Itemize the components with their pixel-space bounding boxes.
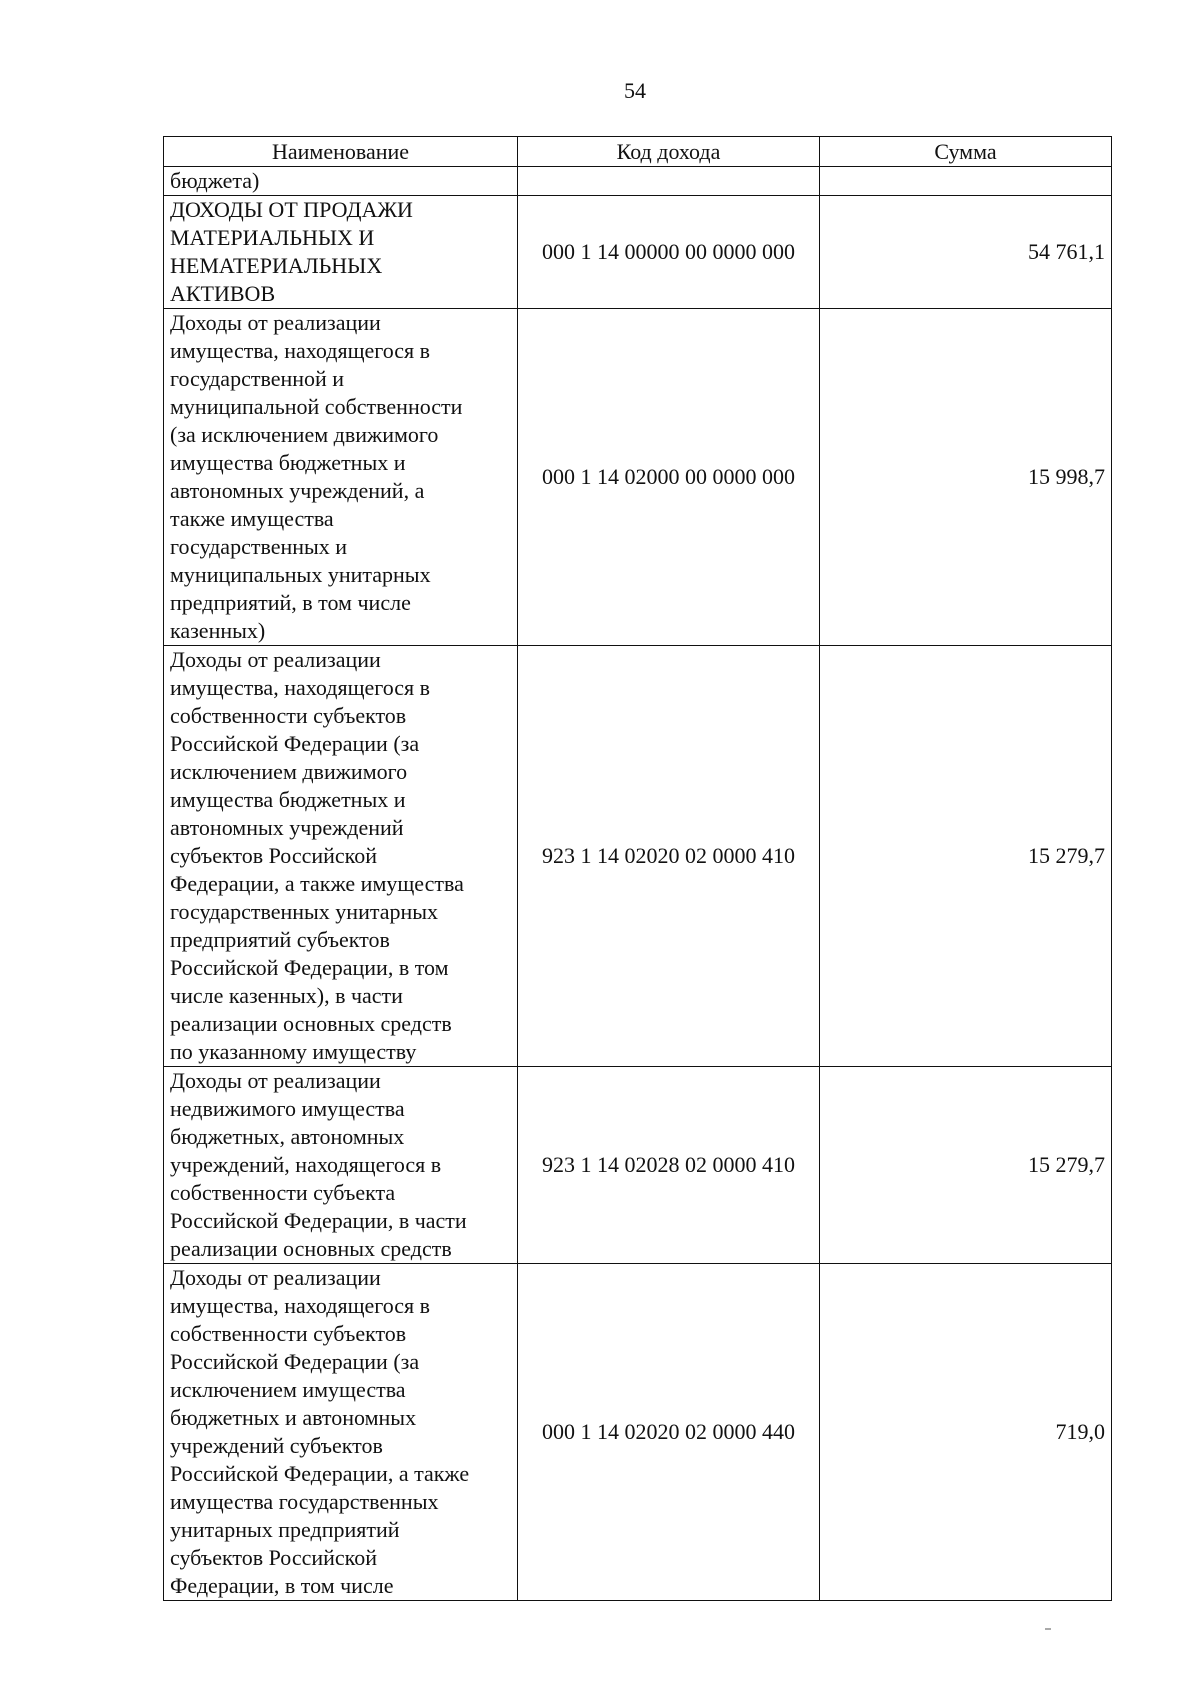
table-row xyxy=(164,309,1112,646)
row-code: 000 1 14 00000 00 0000 000 xyxy=(518,196,820,309)
revenue-table xyxy=(163,136,1112,1601)
row-name: бюджета) xyxy=(164,167,518,196)
scan-speck xyxy=(1045,1628,1051,1630)
row-sum xyxy=(820,167,1112,196)
row-name: Доходы от реализации имущества, находящегося в государственной и муниципальной собственности (за исключением движимого имущества бюджетных и автономных учреждений, а также имущества государственных и муниципальных унитарных предприятий, в том числе казенных) xyxy=(164,309,518,646)
row-name: ДОХОДЫ ОТ ПРОДАЖИ МАТЕРИАЛЬНЫХ И НЕМАТЕРИАЛЬНЫХ АКТИВОВ xyxy=(164,196,518,309)
row-code: 000 1 14 02000 00 0000 000 xyxy=(518,309,820,646)
header-code: Код дохода xyxy=(518,137,820,167)
table-row xyxy=(164,1067,1112,1264)
row-sum: 15 998,7 xyxy=(820,309,1112,646)
page-number: 54 xyxy=(624,78,646,103)
row-name: Доходы от реализации имущества, находящегося в собственности субъектов Российской Федерации (за исключением имущества бюджетных и автономных учреждений субъектов Российской Федерации, а также имущества государственных унитарных предприятий субъектов Российской Федерации, в том числе xyxy=(164,1264,518,1601)
table-row xyxy=(164,646,1112,1067)
row-sum: 15 279,7 xyxy=(820,1067,1112,1264)
row-sum: 719,0 xyxy=(820,1264,1112,1601)
table-header-row xyxy=(164,137,1112,167)
row-code: 923 1 14 02020 02 0000 410 xyxy=(518,646,820,1067)
table-row xyxy=(164,196,1112,309)
header-sum: Сумма xyxy=(820,137,1112,167)
row-sum: 54 761,1 xyxy=(820,196,1112,309)
row-name: Доходы от реализации имущества, находящегося в собственности субъектов Российской Федерации (за исключением движимого имущества бюджетных и автономных учреждений субъектов Российской Федерации, а также имущества государственных унитарных предприятий субъектов Российской Федерации, в том числе казенных), в части реализации основных средств по указанному имуществу xyxy=(164,646,518,1067)
row-code: 923 1 14 02028 02 0000 410 xyxy=(518,1067,820,1264)
header-name: Наименование xyxy=(164,137,518,167)
table-row-continuation xyxy=(164,167,1112,196)
row-name: Доходы от реализации недвижимого имущества бюджетных, автономных учреждений, находящегося в собственности субъекта Российской Федерации, в части реализации основных средств xyxy=(164,1067,518,1264)
table-row xyxy=(164,1264,1112,1601)
row-code xyxy=(518,167,820,196)
row-sum: 15 279,7 xyxy=(820,646,1112,1067)
row-code: 000 1 14 02020 02 0000 440 xyxy=(518,1264,820,1601)
